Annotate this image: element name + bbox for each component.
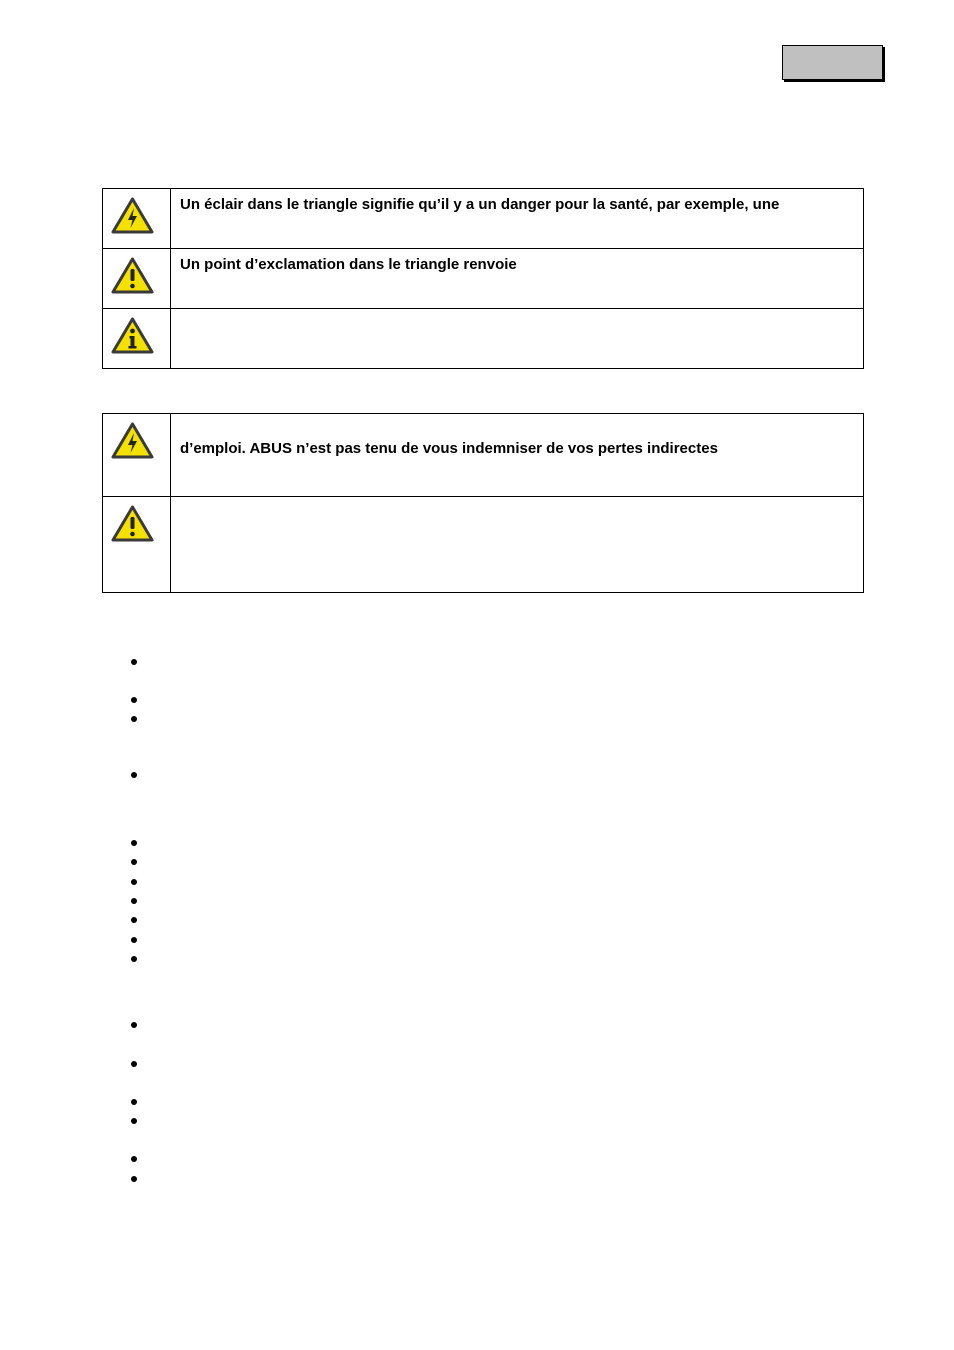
symbol-description: Un éclair dans le triangle signifie qu’il y a un danger pour la santé, par exemple, une — [171, 189, 864, 249]
list-bullet — [131, 1118, 137, 1124]
table-row — [103, 414, 864, 497]
lightning-warning-icon — [110, 196, 155, 236]
list-bullet — [131, 956, 137, 962]
lightning-warning-icon — [110, 421, 155, 461]
symbol-description: d’emploi. ABUS n’est pas tenu de vous indemniser de vos pertes indirectes — [171, 414, 864, 497]
list-bullet — [131, 697, 137, 703]
list-bullet — [131, 917, 137, 923]
list-bullet — [131, 716, 137, 722]
list-bullet — [131, 879, 137, 885]
table-row — [103, 189, 864, 249]
table-row — [103, 249, 864, 309]
list-bullet — [131, 772, 137, 778]
symbol-description — [171, 309, 864, 369]
list-bullet — [131, 1099, 137, 1105]
symbol-description: Un point d’exclamation dans le triangle renvoie — [171, 249, 864, 309]
list-bullet — [131, 937, 137, 943]
table-row — [103, 309, 864, 369]
symbol-description — [171, 497, 864, 593]
symbol-table-2 — [102, 413, 864, 593]
exclamation-warning-icon — [110, 256, 155, 296]
symbol-table-1 — [102, 188, 864, 369]
list-bullet — [131, 840, 137, 846]
list-bullet — [131, 1156, 137, 1162]
exclamation-warning-icon — [110, 504, 155, 544]
list-bullet — [131, 1061, 137, 1067]
info-icon — [110, 316, 155, 356]
list-bullet — [131, 898, 137, 904]
list-bullet — [131, 659, 137, 665]
list-bullet — [131, 1022, 137, 1028]
list-bullet — [131, 859, 137, 865]
list-bullet — [131, 1176, 137, 1182]
language-tab — [782, 45, 883, 80]
table-row — [103, 497, 864, 593]
